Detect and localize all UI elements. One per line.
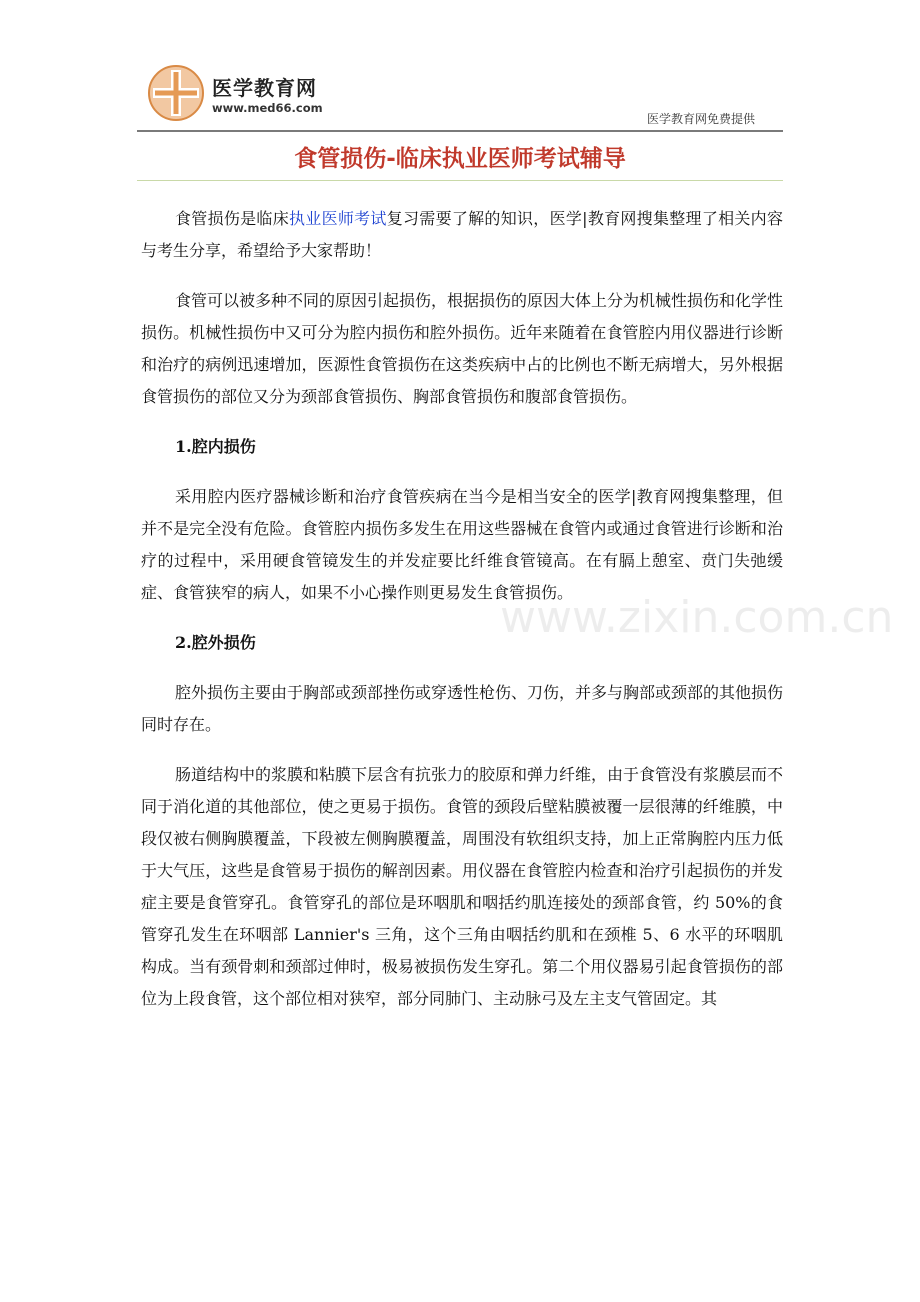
article-body — [141, 203, 783, 1033]
exam-link[interactable]: 执业医师考试 — [289, 209, 387, 228]
title-divider — [137, 180, 783, 181]
provider-note: 医学教育网免费提供 — [646, 112, 755, 126]
intro-text-end: 复习需要了解的知识，医学|教育网搜集整理了相关内容与考生分享，希望给予大家帮助！ — [141, 209, 783, 260]
intro-paragraph — [141, 203, 783, 267]
header-divider — [137, 130, 783, 132]
paragraph-4: 肠道结构中的浆膜和粘膜下层含有抗张力的胶原和弹力纤维，由于食管没有浆膜层而不同于消化道的其他部位，使之更易于损伤。食管的颈段后壁粘膜被覆一层很薄的纤维膜，中段仅被右侧胸膜覆盖，下段被左侧胸膜覆盖，周围没有软组织支持，加上正常胸腔内压力低于大气压，这些是食管易于损伤的解剖因素。用仪器在食管腔内检查和治疗引起损伤的并发症主要是食管穿孔。食管穿孔的部位是环咽肌和咽括约肌连接处的颈部食管，约 50%的食管穿孔发生在环咽部 Lannier's 三角，这个三角由咽括约肌和在颈椎 5、6 水平的环咽肌构成。当有颈骨刺和颈部过伸时，极易被损伤发生穿孔。第二个用仪器易引起食管损伤的部位为上段食管，这个部位相对狭窄，部分同肺门、主动脉弓及左主支气管固定。其 — [141, 765, 784, 1008]
paragraph-3: 腔外损伤主要由于胸部或颈部挫伤或穿透性枪伤、刀伤，并多与胸部或颈部的其他损伤同时存在。 — [141, 683, 784, 734]
section-heading-1: 1.腔内损伤 — [175, 437, 256, 456]
paragraph-2: 采用腔内医疗器械诊断和治疗食管疾病在当今是相当安全的医学|教育网搜集整理，但并不是完全没有危险。食管腔内损伤多发生在用这些器械在食管内或通过食管进行诊断和治疗的过程中，采用硬食管镜发生的并发症要比纤维食管镜高。在有膈上憩室、贲门失弛缓症、食管狭窄的病人，如果不小心操作则更易发生食管损伤。 — [141, 487, 783, 602]
section-heading-2: 2.腔外损伤 — [175, 633, 256, 652]
page-title: 食管损伤-临床执业医师考试辅导 — [294, 146, 626, 172]
watermark: www.zixin.com.cn — [500, 592, 894, 643]
page-header — [137, 58, 783, 134]
paragraph-1: 食管可以被多种不同的原因引起损伤，根据损伤的原因大体上分为机械性损伤和化学性损伤。机械性损伤中又可分为腔内损伤和腔外损伤。近年来随着在食管腔内用仪器进行诊断和治疗的病例迅速增加，医源性食管损伤在这类疾病中占的比例也不断无病增大，另外根据食管损伤的部位又分为颈部食管损伤、胸部食管损伤和腹部食管损伤。 — [141, 291, 784, 406]
med66-logo — [147, 64, 205, 122]
brand-url[interactable]: www.med66.com — [212, 101, 323, 115]
brand-name: 医学教育网 — [212, 76, 317, 100]
intro-text-start: 食管损伤是临床 — [175, 209, 289, 228]
